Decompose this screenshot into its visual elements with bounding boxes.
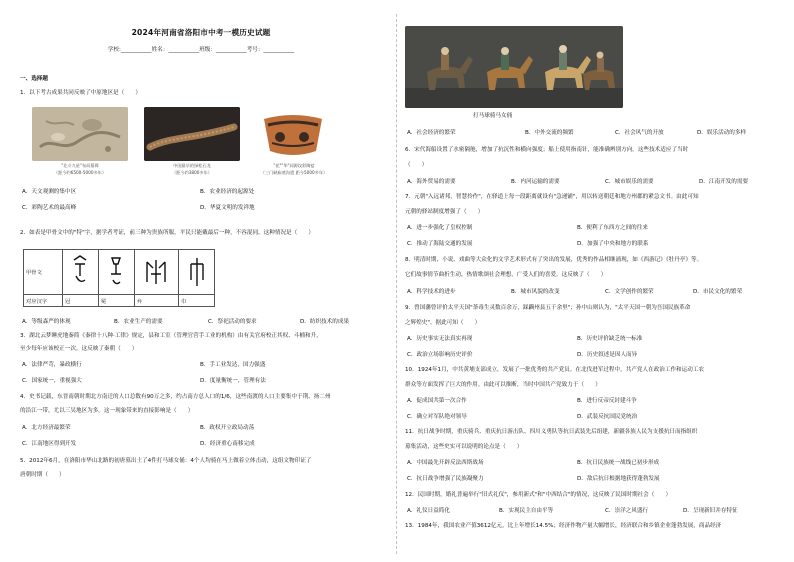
q7-option-a[interactable]: A．进一步强化了皇权控制 xyxy=(407,225,473,231)
q12-stem: 12．民国时期，婚礼普遍举行"旧式礼仪"，参用新式"和"中西结合"的情况，这反映了民国时期社会（ ） xyxy=(405,492,672,498)
q9-option-c[interactable]: C．政治立场影响历史评价 xyxy=(407,352,473,358)
q10-option-a[interactable]: A．促成国共第一次合作 xyxy=(407,398,467,404)
q8-stem-line2: 它们故事情节曲折生动，热情歌颂社会理想，广受人们的喜爱。这反映了（ ） xyxy=(405,272,607,278)
char-mian: 冕 xyxy=(98,295,134,307)
q5-option-a[interactable]: A．社会经济的繁荣 xyxy=(407,130,456,136)
q6-stem-line1: 6．宋代海船设置了水密隔舱，增加了抗沉性和横向强度；船上使用指南针，能准确辨别方向。这些技术适应了当时 xyxy=(405,147,689,153)
q7-option-d[interactable]: D．加强了中央和地方的联系 xyxy=(577,241,649,247)
q9-option-d[interactable]: D．历史叙述是因人而异 xyxy=(577,352,638,358)
q9-option-b[interactable]: B．历史评价缺乏统一标准 xyxy=(577,336,643,342)
q7-stem-line2: 元朝的驿站制度增强了（ ） xyxy=(405,209,484,215)
q8-stem-line1: 8．明清时期，小说、戏曲等大众化的文学艺术形式有了突出的发展，优秀的作品相继涌现，如《西游记》《牡丹亭》等。 xyxy=(405,257,703,263)
table-row-label-1: 甲骨文 xyxy=(24,250,63,295)
student-info-line: 学校:___________姓名：___________班级：___________考号：___________ xyxy=(107,47,295,53)
q11-option-d[interactable]: D．敌后抗日根据地获得蓬勃发展 xyxy=(577,476,660,482)
q8-option-d[interactable]: D．市民文化的繁荣 xyxy=(693,289,743,295)
q8-option-b[interactable]: B．城市风貌的改变 xyxy=(511,289,560,295)
q1-option-a[interactable]: A．天文观测的集中区 xyxy=(22,189,77,195)
q10-option-b[interactable]: B．进行反帝反封建斗争 xyxy=(577,398,637,404)
q2-option-c[interactable]: C．祭祀活动的要求 xyxy=(208,319,257,325)
q4-option-c[interactable]: C．江南地区得到开发 xyxy=(22,441,77,447)
q6-option-a[interactable]: A．海外贸易的需要 xyxy=(407,179,456,185)
q9-option-a[interactable]: A．历史事实无法真实再现 xyxy=(407,336,473,342)
tomb-photo xyxy=(32,107,128,161)
q11-option-b[interactable]: B．抗日民族统一战线已初步形成 xyxy=(577,460,660,466)
q9-stem-line2: 之辉煌史"。据此可知（ ） xyxy=(405,320,481,326)
q8-option-a[interactable]: A．科学技术的进步 xyxy=(407,289,456,295)
q5-option-d[interactable]: D．娱乐活动的多样 xyxy=(697,130,747,136)
q2-stem: 2．如表是甲骨文中的"特"字，据学者考证，前三种为贵族所服，平民只能戴最后一种，不容混同，这种情况是（ ） xyxy=(20,230,314,236)
q6-option-c[interactable]: C．城市娱乐的需要 xyxy=(605,179,654,185)
q7-option-b[interactable]: B．便利了东西方之间的往来 xyxy=(577,225,648,231)
q3-option-b[interactable]: B．手工业发达，国力强盛 xyxy=(200,362,266,368)
caption-2a: 中国最早的绿松石龙 xyxy=(173,163,211,168)
q12-option-a[interactable]: A．礼仪日益简化 xyxy=(407,508,450,514)
char-jin: 巾 xyxy=(179,295,215,307)
table-row-label-2: 对应汉字 xyxy=(24,295,63,307)
polo-figurines-photo xyxy=(405,26,623,108)
q2-option-d[interactable]: D．纺织技术的成果 xyxy=(300,319,350,325)
oracle-glyph-bian xyxy=(134,250,178,295)
q1-option-d[interactable]: D．华夏文明的发祥地 xyxy=(200,205,255,211)
q5-stem-line2: 唐朝时期（ ） xyxy=(20,472,65,478)
q12-option-d[interactable]: D．呈现新旧并存特征 xyxy=(683,508,738,514)
q6-stem-line2: （ ） xyxy=(405,162,428,168)
q11-stem-line2: 募集活动，这些史实可以说明的论点是（ ） xyxy=(405,444,523,450)
q5-option-c[interactable]: C．社会风气的开放 xyxy=(615,130,664,136)
oracle-bone-table xyxy=(23,249,215,307)
q10-option-c[interactable]: C．确立对军队绝对领导 xyxy=(407,414,467,420)
q1-option-b[interactable]: B．农业经济的起源处 xyxy=(200,189,255,195)
exam-title: 2024年河南省洛阳市中考一模历史试题 xyxy=(131,28,271,37)
q2-option-b[interactable]: B．农业生产的需要 xyxy=(114,319,163,325)
q10-option-d[interactable]: D．武装反抗国民党统治 xyxy=(577,414,638,420)
q4-option-b[interactable]: B．政权开立政局动荡 xyxy=(200,425,255,431)
q9-stem-line1: 9．曾国藩曾评价太平天国"荼毒生灵数百余万，踩躏州县五千余里"；孙中山则认为，"太平天国一朝为吾国民族革命 xyxy=(405,305,691,311)
q11-stem-line1: 11．抗日战争时期，重庆骑兵、重庆抗日游击队、四川义勇队等抗日武装先后组建，新疆各族人民为支援抗日而指组织 xyxy=(405,429,698,435)
q8-option-c[interactable]: C．文学创作的繁荣 xyxy=(605,289,654,295)
q5-stem-line1: 5．2012年6月，在洛阳市华山北路的初唐墓出土了4件打马球女俑：4个人均骑在马上做着立体击动，这组文物印证了 xyxy=(20,458,312,464)
q12-option-c[interactable]: C．崇洋之风盛行 xyxy=(605,508,649,514)
caption-3b: （三门峡庙底沟遗 距今5000多年） xyxy=(260,170,328,175)
oracle-glyph-mian xyxy=(98,250,134,295)
q11-option-c[interactable]: C．抗日战争增强了民族凝聚力 xyxy=(407,476,484,482)
q5-option-b[interactable]: B．中外交流的频繁 xyxy=(525,130,574,136)
q12-option-b[interactable]: B．实现民主自由平等 xyxy=(499,508,554,514)
painted-pottery-photo xyxy=(258,107,328,161)
q4-option-d[interactable]: D．经济重心南移完成 xyxy=(200,441,255,447)
photo-caption: 打马球骑马女俑 xyxy=(473,113,513,119)
q1-option-c[interactable]: C．彩陶艺术的最高峰 xyxy=(22,205,77,211)
q3-option-a[interactable]: A．法律严苛，暴政横行 xyxy=(22,362,82,368)
q11-option-a[interactable]: A．中国最先开辟反法西斯战场 xyxy=(407,460,484,466)
q4-stem-line2: 的沿江一带，尤以三吴地区为多。这一现象带来的直接影响是（ ） xyxy=(20,408,194,414)
caption-3a: "花""华"同源纹彩陶盆 xyxy=(273,163,315,168)
caption-1a: "北斗九星"布局墓葬 xyxy=(61,163,99,168)
q4-option-a[interactable]: A．北方经济最繁荣 xyxy=(22,425,71,431)
section-heading: 一、选择题 xyxy=(20,76,48,82)
caption-2b: （距今约3800多年） xyxy=(172,170,212,175)
q3-option-d[interactable]: D．度量衡统一，管理有法 xyxy=(200,378,266,384)
q3-stem-line2: 至少每年应该校正一次。这反映了秦朝（ ） xyxy=(20,346,138,352)
caption-1b: （距今约6500-5000多年） xyxy=(53,170,107,175)
oracle-glyph-jin xyxy=(179,250,215,295)
oracle-glyph-guan xyxy=(63,250,99,295)
q3-stem-line1: 3．湖北云梦睡虎地秦简《秦律十八种·工律》规定，县和工室（管理官营手工业的机构）由有关官府校正其权、斗桶和升， xyxy=(20,333,322,339)
q10-stem-line2: 群众等方面发挥了巨大的作用。由此可以推断，当时中国共产党致力于（ ） xyxy=(405,382,601,388)
q2-option-a[interactable]: A．等级森严的体现 xyxy=(22,319,71,325)
q13-stem: 13．1984年，我国农业产值3612亿元，比上年增长14.5%；经济作物产量大幅增长，经济联合和乡镇企业蓬勃发展，商品经济 xyxy=(405,523,722,529)
column-divider xyxy=(396,14,397,554)
q6-option-d[interactable]: D．江南开发的需要 xyxy=(699,179,749,185)
char-bian: 弁 xyxy=(134,295,178,307)
q1-stem: 1．以下考古成果共同反映了中原地区是（ ） xyxy=(20,90,142,96)
q7-option-c[interactable]: C．推动了海陆交通的发展 xyxy=(407,241,473,247)
q7-stem-line1: 7．元朝"入远诸邦，智慧拎作"，在驿道上每一段距离就设有"急递铺"，用以转送朝廷和地方州郡的紧急文书。由此可知 xyxy=(405,194,699,200)
q4-stem-line1: 4．史书记载，东晋南朝时期北方南迁的人口总数有90万之多，约占南方总人口的1/6，这些南渡的人口主要集中于荆、扬二州 xyxy=(20,394,331,400)
q10-stem-line1: 10．1924年1月，中共黄埔支部成立，发展了一批优秀的共产党员。在北伐进军过程中，共产党人在政治工作和运动工农 xyxy=(405,367,705,373)
q3-option-c[interactable]: C．国家统一，重视强大 xyxy=(22,378,82,384)
q6-option-b[interactable]: B．内河运输的需要 xyxy=(511,179,560,185)
turquoise-dragon-photo xyxy=(144,107,240,161)
char-guan: 冠 xyxy=(63,295,99,307)
